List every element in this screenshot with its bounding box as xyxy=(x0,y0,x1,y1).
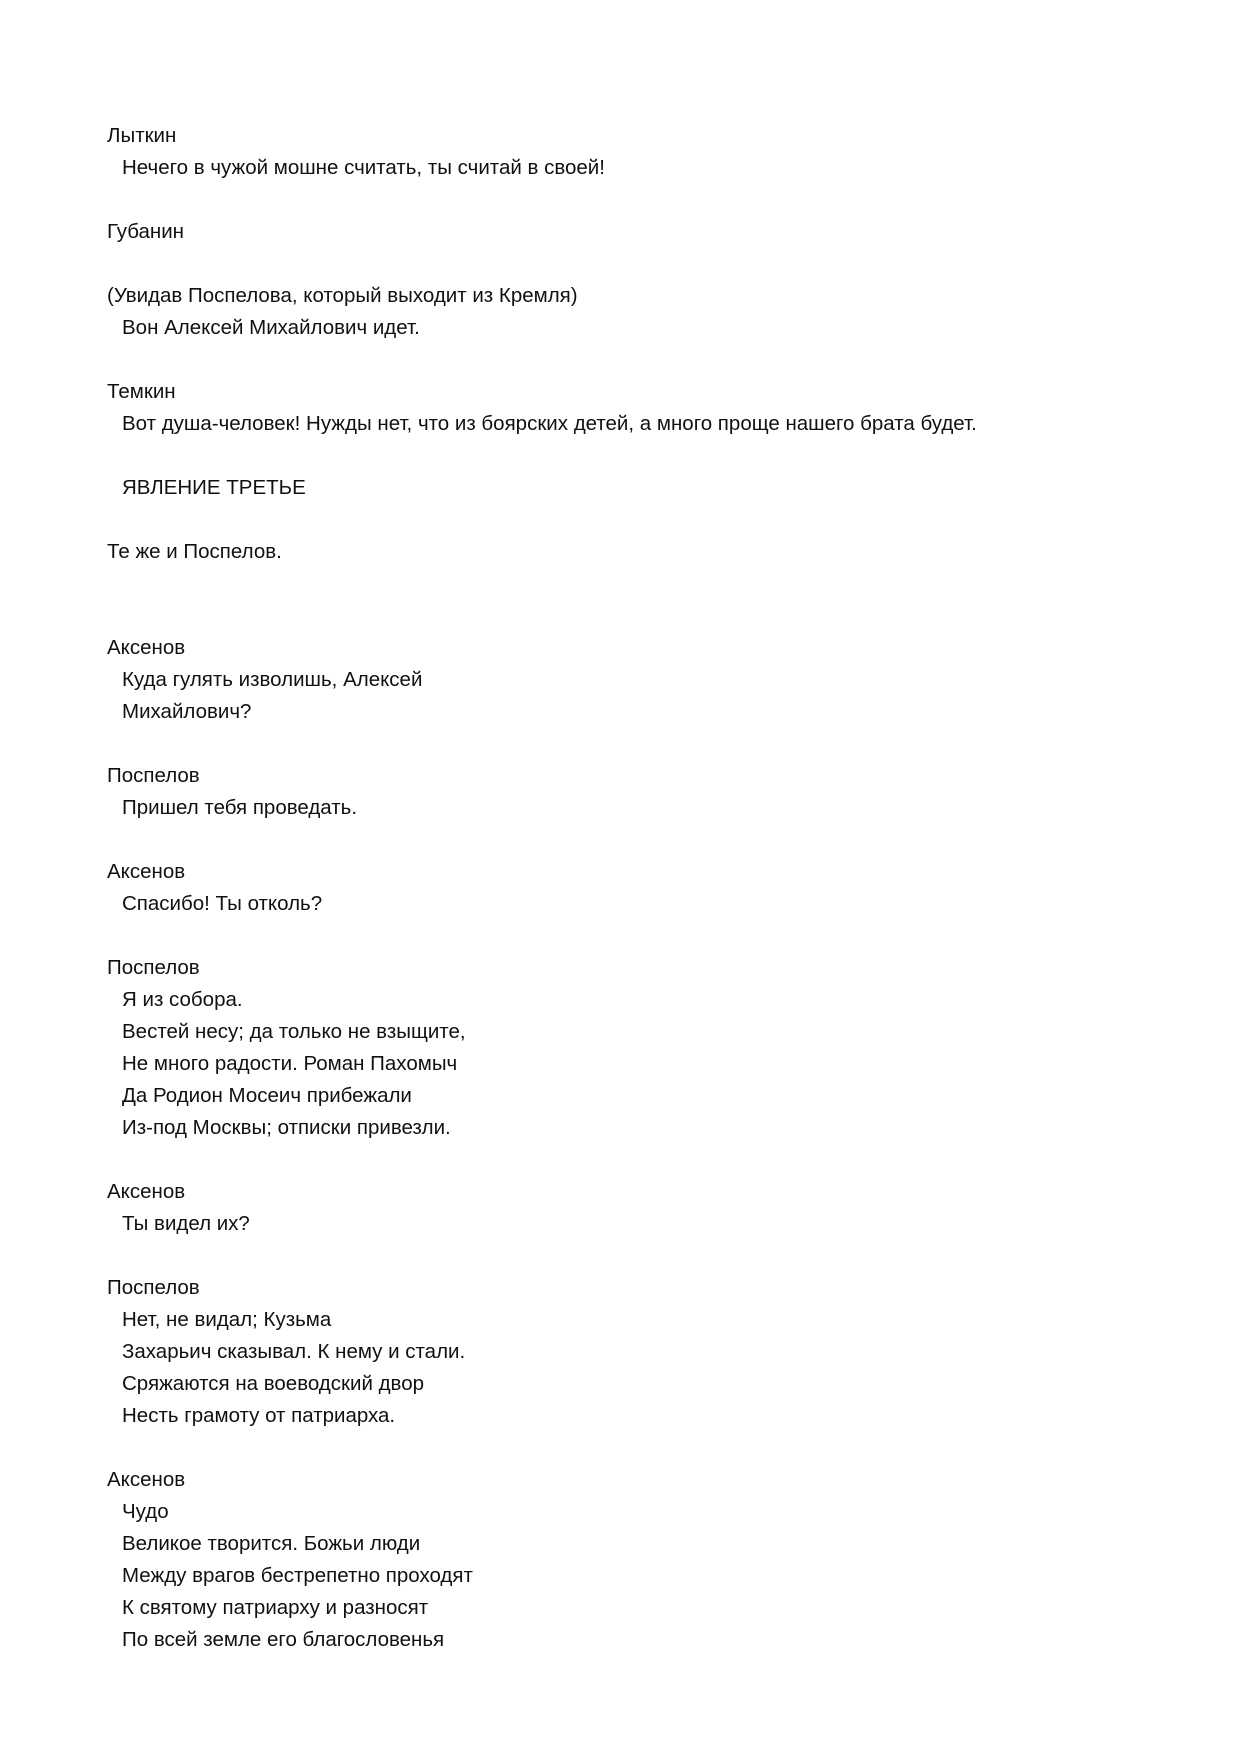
dialogue-line: Спасибо! Ты отколь? xyxy=(122,892,323,915)
dialogue-line: Нечего в чужой мошне считать, ты считай в своей! xyxy=(122,156,605,179)
dialogue-line: Вон Алексей Михайлович идет. xyxy=(122,316,420,339)
dialogue-line: Несть грамоту от патриарха. xyxy=(122,1404,396,1427)
dialogue-line: Великое творится. Божьи люди xyxy=(122,1532,421,1555)
dialogue-line: Куда гулять изволишь, Алексей xyxy=(122,668,423,691)
dialogue-line: Не много радости. Роман Пахомыч xyxy=(122,1052,458,1075)
speaker-name: Поспелов xyxy=(107,956,200,979)
stage-direction: (Увидав Поспелова, который выходит из Кремля) xyxy=(107,284,578,307)
speaker-name: Аксенов xyxy=(107,1180,186,1203)
dialogue-line: Да Родион Мосеич прибежали xyxy=(122,1084,412,1107)
dialogue-line: Нет, не видал; Кузьма xyxy=(122,1308,332,1331)
dialogue-line: Михайлович? xyxy=(122,700,252,723)
speaker-name: Аксенов xyxy=(107,860,186,883)
dialogue-line: Вестей несу; да только не взыщите, xyxy=(122,1020,466,1043)
speaker-name: Лыткин xyxy=(107,124,177,147)
dialogue-line: Вот душа-человек! Нужды нет, что из боярских детей, а много проще нашего брата будет. xyxy=(122,412,977,435)
dialogue-line: Захарьич сказывал. К нему и стали. xyxy=(122,1340,466,1363)
speaker-name: Поспелов xyxy=(107,764,200,787)
stage-direction: Те же и Поспелов. xyxy=(107,540,282,563)
dialogue-line: К святому патриарху и разносят xyxy=(122,1596,429,1619)
dialogue-line: Сряжаются на воеводский двор xyxy=(122,1372,425,1395)
dialogue-line: Пришел тебя проведать. xyxy=(122,796,358,819)
dialogue-line: Я из собора. xyxy=(122,988,243,1011)
dialogue-line: Ты видел их? xyxy=(122,1212,250,1235)
dialogue-line: Чудо xyxy=(122,1500,169,1523)
speaker-name: Темкин xyxy=(107,380,176,403)
speaker-name: Губанин xyxy=(107,220,184,243)
scene-heading: ЯВЛЕНИЕ ТРЕТЬЕ xyxy=(122,476,306,499)
speaker-name: Аксенов xyxy=(107,636,186,659)
speaker-name: Поспелов xyxy=(107,1276,200,1299)
speaker-name: Аксенов xyxy=(107,1468,186,1491)
dialogue-line: По всей земле его благословенья xyxy=(122,1628,445,1651)
dialogue-line: Между врагов бестрепетно проходят xyxy=(122,1564,473,1587)
dialogue-line: Из-под Москвы; отписки привезли. xyxy=(122,1116,451,1139)
